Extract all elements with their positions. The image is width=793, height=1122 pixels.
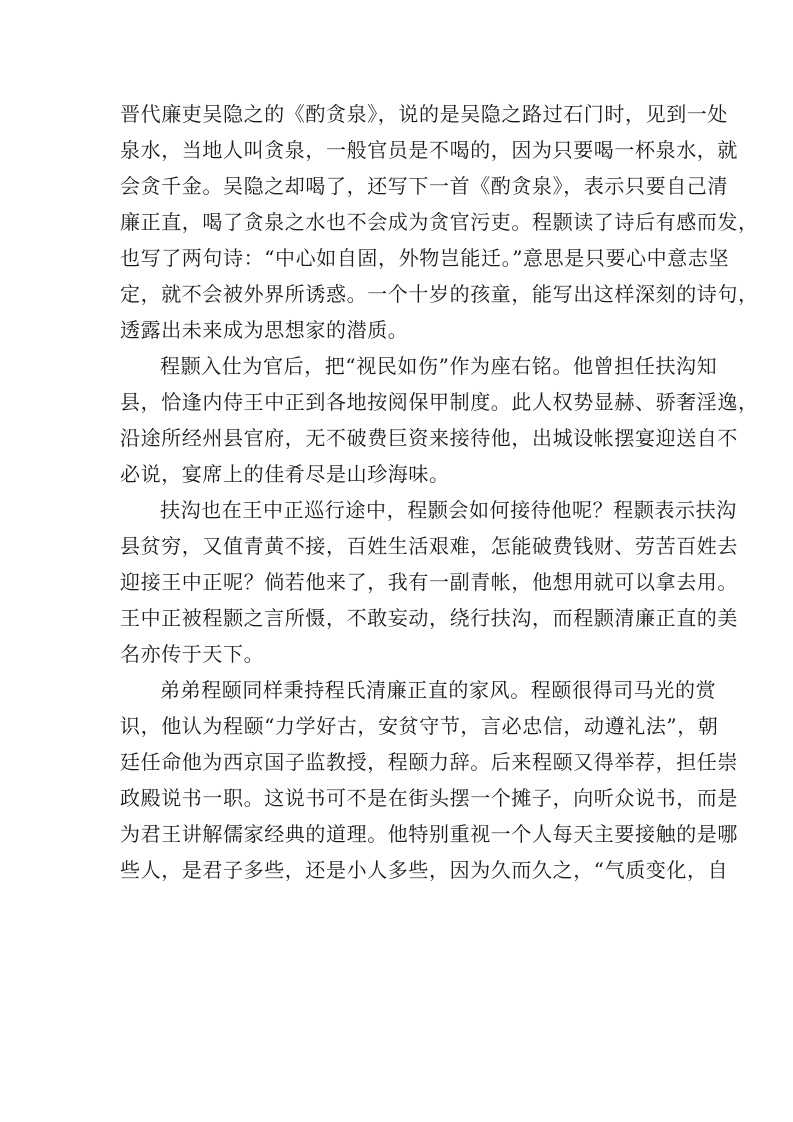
text-line: 为君王讲解儒家经典的道理。他特别重视一个人每天主要接触的是哪 [120,822,738,846]
text-line: 必说，宴席上的佳肴尽是山珍海味。 [120,462,450,486]
text-line: 泉水，当地人叫贪泉，一般官员是不喝的，因为只要喝一杯泉水，就 [120,138,738,162]
text-line: 些人，是君子多些，还是小人多些，因为久而久之，“气质变化，自 [120,858,729,882]
text-line: 沿途所经州县官府，无不破费巨资来接待他，出城设帐摆宴迎送自不 [120,426,738,450]
paragraph-2 [120,348,759,492]
text-line: 县贫穷，又值青黄不接，百姓生活艰难，怎能破费钱财、劳苦百姓去 [120,534,738,558]
text-line: 廉正直，喝了贪泉之水也不会成为贪官污吏。程颢读了诗后有感而发， [120,210,759,234]
text-line: 也写了两句诗：“中心如自固，外物岂能迁。”意思是只要心中意志坚 [120,246,730,270]
text-line: 晋代廉吏吴隐之的《酌贪泉》，说的是吴隐之路过石门时，见到一处 [120,102,728,126]
text-line: 迎接王中正呢？倘若他来了，我有一副青帐，他想用就可以拿去用。 [120,570,738,594]
paragraph-1 [120,96,759,348]
text-line: 会贪千金。吴隐之却喝了，还写下一首《酌贪泉》，表示只要自己清 [120,174,728,198]
text-line: 弟弟程颐同样秉持程氏清廉正直的家风。程颐很得司马光的赏 [160,678,717,702]
document-body [120,96,759,888]
text-line: 透露出未来成为思想家的潜质。 [120,318,409,342]
text-line: 识，他认为程颐“力学好古，安贫守节，言必忠信，动遵礼法”，朝 [120,714,719,738]
text-line: 名亦传于天下。 [120,642,265,666]
text-line: 县，恰逢内侍王中正到各地按阅保甲制度。此人权势显赫、骄奢淫逸， [120,390,759,414]
text-line: 定，就不会被外界所诱惑。一个十岁的孩童，能写出这样深刻的诗句， [120,282,759,306]
text-line: 廷任命他为西京国子监教授，程颐力辞。后来程颐又得举荐，担任崇 [120,750,738,774]
text-line: 王中正被程颢之言所慑，不敢妄动，绕行扶沟，而程颢清廉正直的美 [120,606,738,630]
paragraph-3 [120,492,738,672]
text-line: 程颢入仕为官后，把“视民如伤”作为座右铭。他曾担任扶沟知 [160,354,718,378]
text-line: 政殿说书一职。这说书可不是在街头摆一个摊子，向听众说书，而是 [120,786,738,810]
text-line: 扶沟也在王中正巡行途中，程颢会如何接待他呢？程颢表示扶沟 [160,498,737,522]
paragraph-4 [120,672,738,888]
